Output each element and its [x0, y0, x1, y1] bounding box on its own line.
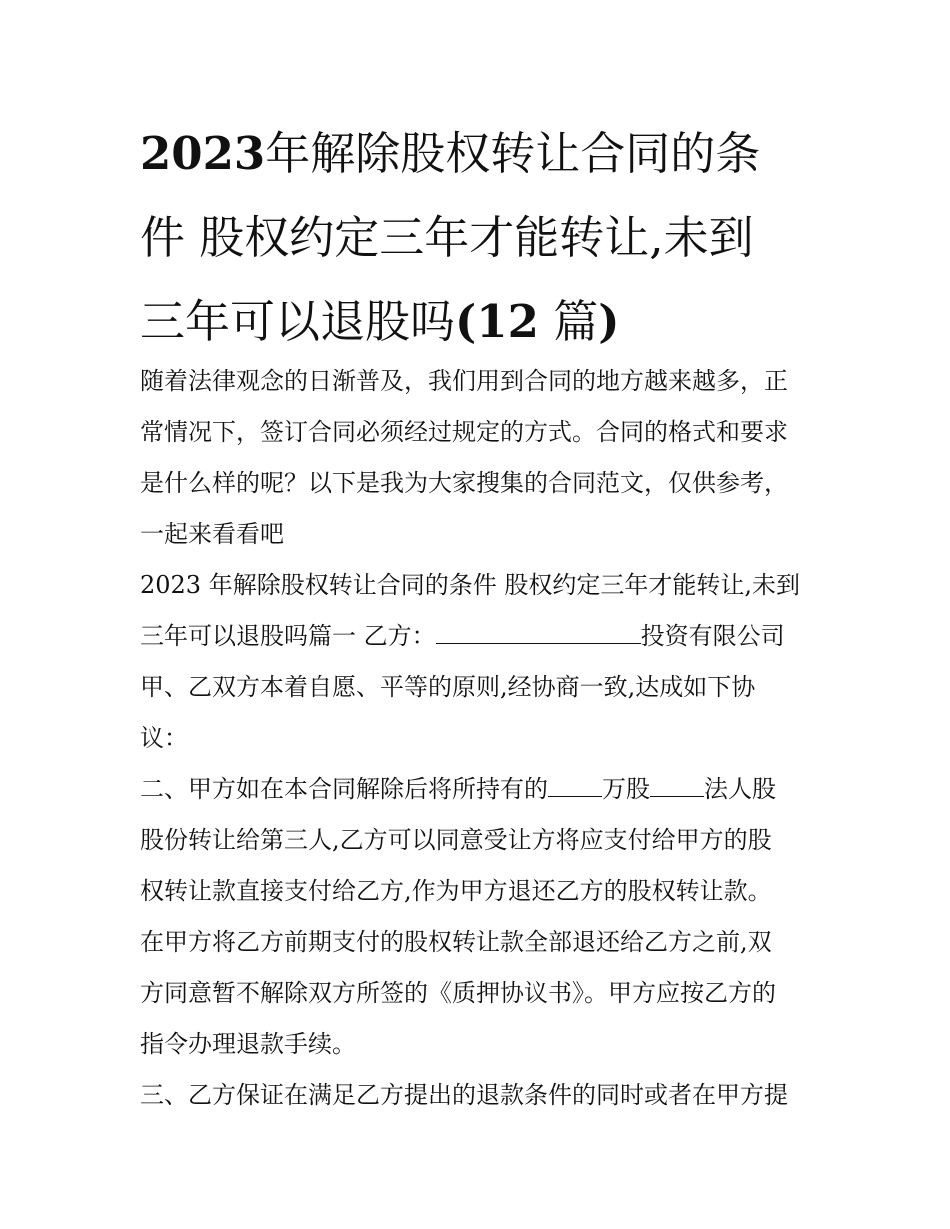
document-title	[140, 112, 820, 364]
principle-line: 甲、乙双方本着自愿、平等的原则,经协商一致,达成如下协	[140, 673, 756, 701]
party-b-line: 三年可以退股吗篇一 乙方： 投资有限公司	[140, 622, 785, 650]
clause-two-line-5: 方同意暂不解除双方所签的《质押协议书》。甲方应按乙方的	[140, 979, 776, 1007]
clause-three-line-1: 三、乙方保证在满足乙方提出的退款条件的同时或者在甲方提	[140, 1081, 788, 1109]
clause-two-line-6: 指令办理退款手续。	[140, 1030, 356, 1058]
intro-line-2: 常情况下，签订合同必须经过规定的方式。合同的格式和要求	[140, 418, 788, 446]
section-heading-line: 2023 年解除股权转让合同的条件 股权约定三年才能转让,未到	[140, 571, 800, 599]
title-line-3: 三年可以退股吗(12 篇)	[140, 295, 620, 348]
shares-type-blank	[650, 776, 704, 797]
party-b-blank	[436, 623, 641, 644]
intro-line-3: 是什么样的呢？以下是我为大家搜集的合同范文，仅供参考，	[140, 469, 788, 497]
clause-two-line-1: 二、甲方如在本合同解除后将所持有的 万股 法人股	[140, 775, 776, 803]
clause-two-line-2: 股份转让给第三人,乙方可以同意受让方将应支付给甲方的股	[140, 826, 772, 854]
intro-line-4: 一起来看看吧	[140, 520, 284, 548]
shares-count-blank	[548, 776, 602, 797]
clause-two-line-3: 权转让款直接支付给乙方,作为甲方退还乙方的股权转让款。	[140, 877, 772, 905]
title-line-1: 2023年解除股权转让合同的条	[140, 127, 761, 180]
intro-line-1: 随着法律观念的日渐普及，我们用到合同的地方越来越多，正	[140, 367, 788, 395]
document-body	[140, 356, 820, 1121]
clause-two-line-4: 在甲方将乙方前期支付的股权转让款全部退还给乙方之前,双	[140, 928, 772, 956]
title-line-2: 件 股权约定三年才能转让,未到	[140, 211, 754, 264]
principle-line-end: 议：	[140, 724, 188, 752]
